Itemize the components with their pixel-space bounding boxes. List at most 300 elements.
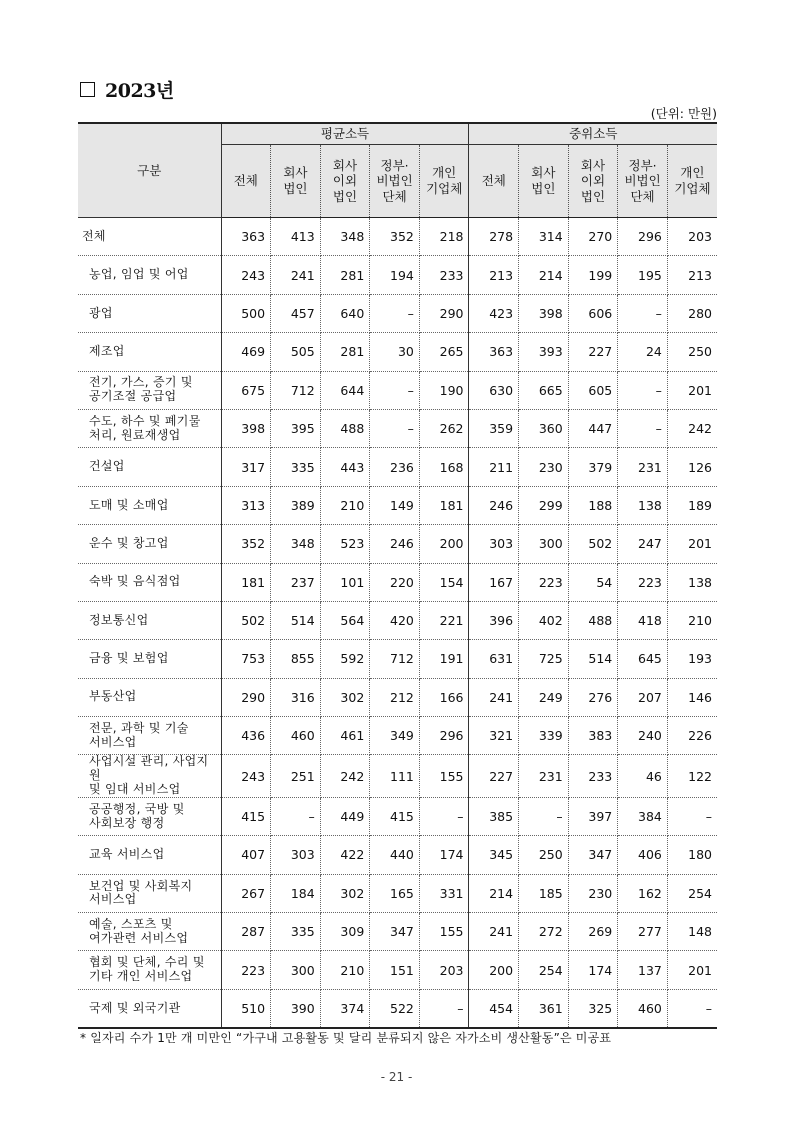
value-cell: 185 [519, 874, 569, 912]
row-label-line: 부동산업 [89, 689, 137, 704]
value-cell: 180 [667, 836, 717, 874]
value-cell: 233 [419, 256, 469, 294]
value-cell: 189 [667, 486, 717, 524]
value-cell: 149 [370, 486, 420, 524]
value-cell: 201 [667, 951, 717, 989]
value-cell: 233 [568, 755, 618, 797]
value-cell: 188 [568, 486, 618, 524]
value-cell: 855 [271, 640, 321, 678]
value-cell: 339 [519, 717, 569, 755]
sub-header-line: 개인 [680, 165, 705, 181]
value-cell: 423 [469, 294, 519, 332]
row-label-line: 처리, 원료재생업 [89, 427, 181, 442]
row-label-line: 기타 개인 서비스업 [89, 969, 193, 984]
value-cell: 407 [221, 836, 271, 874]
value-cell: 287 [221, 913, 271, 951]
sub-header-line: 회사 [332, 157, 358, 173]
sub-header-line: 개인 [432, 165, 457, 181]
value-cell: 223 [519, 563, 569, 601]
sub-header-line: 회사 [283, 165, 308, 181]
value-cell: 246 [370, 525, 420, 563]
table-row [78, 913, 717, 951]
value-cell: 303 [469, 525, 519, 563]
value-cell: 227 [469, 755, 519, 797]
value-cell: 230 [568, 874, 618, 912]
table-body [78, 218, 717, 1029]
value-cell: 246 [469, 486, 519, 524]
value-cell: 277 [618, 913, 668, 951]
row-label-line: 여가관련 서비스업 [89, 930, 189, 945]
row-label [78, 333, 221, 371]
sub-header-median [667, 145, 717, 218]
value-cell: 383 [568, 717, 618, 755]
value-cell: 210 [320, 951, 370, 989]
row-label-line: 및 임대 서비스업 [89, 782, 181, 797]
value-cell: 302 [320, 678, 370, 716]
value-cell: 500 [221, 294, 271, 332]
value-cell: 321 [469, 717, 519, 755]
value-cell: 379 [568, 448, 618, 486]
value-cell: 290 [221, 678, 271, 716]
value-cell: 267 [221, 874, 271, 912]
table-row [78, 333, 717, 371]
value-cell: 413 [271, 218, 321, 256]
value-cell: 46 [618, 755, 668, 797]
value-cell: 389 [271, 486, 321, 524]
sub-header-line: 기업체 [426, 181, 463, 196]
value-cell: 418 [618, 601, 668, 639]
sub-header-line: 단체 [630, 188, 655, 204]
value-cell: 200 [469, 951, 519, 989]
row-label [78, 294, 221, 332]
row-label-line: 금융 및 보험업 [89, 651, 169, 666]
value-cell: 406 [618, 836, 668, 874]
value-cell: 270 [568, 218, 618, 256]
value-cell: 316 [271, 678, 321, 716]
value-cell: 460 [618, 989, 668, 1028]
value-cell: 502 [221, 601, 271, 639]
value-cell: 122 [667, 755, 717, 797]
sub-header-line: 법인 [580, 188, 606, 204]
value-cell: 221 [419, 601, 469, 639]
table-row [78, 989, 717, 1028]
value-cell: 753 [221, 640, 271, 678]
value-cell: 420 [370, 601, 420, 639]
value-cell: 281 [320, 333, 370, 371]
value-cell: 30 [370, 333, 420, 371]
value-cell: 148 [667, 913, 717, 951]
footnote: * 일자리 수가 1만 개 미만인 “가구내 고용활동 및 달리 분류되지 않은 자가소비 생산활동”은 미공표 [80, 1031, 612, 1045]
value-cell: 390 [271, 989, 321, 1028]
row-label-line: 예술, 스포츠 및 [89, 916, 173, 931]
table-row [78, 836, 717, 874]
value-cell: 214 [519, 256, 569, 294]
value-cell: 184 [271, 874, 321, 912]
value-cell: 348 [320, 218, 370, 256]
value-cell: 385 [469, 797, 519, 835]
value-cell: 347 [568, 836, 618, 874]
value-cell: 265 [419, 333, 469, 371]
value-cell: 457 [271, 294, 321, 332]
row-label-line: 운수 및 창고업 [89, 535, 169, 550]
value-cell: 272 [519, 913, 569, 951]
table-row [78, 717, 717, 755]
sub-header-line: 법인 [332, 188, 358, 204]
value-cell: 162 [618, 874, 668, 912]
sub-header-line: 법인 [531, 181, 556, 196]
value-cell: 210 [667, 601, 717, 639]
value-cell: 363 [221, 218, 271, 256]
value-cell: – [370, 409, 420, 447]
value-cell: 300 [519, 525, 569, 563]
value-cell: 505 [271, 333, 321, 371]
value-cell: 352 [370, 218, 420, 256]
sub-header-median [618, 145, 668, 218]
row-label [78, 563, 221, 601]
group-header-average: 평균소득 [221, 123, 469, 145]
value-cell: 276 [568, 678, 618, 716]
value-cell: 278 [469, 218, 519, 256]
table-row [78, 755, 717, 797]
row-label [78, 989, 221, 1028]
row-label [78, 678, 221, 716]
row-label-line: 사업시설 관리, 사업지원 [89, 754, 209, 783]
category-header: 구분 [78, 123, 221, 218]
value-cell: – [370, 371, 420, 409]
value-cell: 349 [370, 717, 420, 755]
page-number: - 21 - [380, 1070, 413, 1084]
value-cell: 725 [519, 640, 569, 678]
value-cell: 402 [519, 601, 569, 639]
value-cell: 242 [320, 755, 370, 797]
group-header-median: 중위소득 [469, 123, 717, 145]
value-cell: 207 [618, 678, 668, 716]
value-cell: 564 [320, 601, 370, 639]
value-cell: 203 [419, 951, 469, 989]
value-cell: 631 [469, 640, 519, 678]
row-label-line: 전문, 과학 및 기술 [89, 720, 189, 735]
row-label-line: 전기, 가스, 증기 및 [89, 375, 193, 390]
value-cell: 54 [568, 563, 618, 601]
value-cell: 460 [271, 717, 321, 755]
row-label [78, 601, 221, 639]
table-row [78, 448, 717, 486]
row-label [78, 640, 221, 678]
value-cell: 126 [667, 448, 717, 486]
value-cell: – [271, 797, 321, 835]
value-cell: 309 [320, 913, 370, 951]
value-cell: 384 [618, 797, 668, 835]
value-cell: 151 [370, 951, 420, 989]
value-cell: 314 [519, 218, 569, 256]
value-cell: 262 [419, 409, 469, 447]
sub-header-average [221, 145, 271, 218]
sub-header-line: 전체 [481, 173, 506, 189]
value-cell: 454 [469, 989, 519, 1028]
sub-header-average [320, 145, 370, 218]
value-cell: 436 [221, 717, 271, 755]
value-cell: 237 [271, 563, 321, 601]
value-cell: 236 [370, 448, 420, 486]
sub-header-average [370, 145, 420, 218]
value-cell: 137 [618, 951, 668, 989]
value-cell: 606 [568, 294, 618, 332]
row-label [78, 717, 221, 755]
sub-header-median [469, 145, 519, 218]
value-cell: 345 [469, 836, 519, 874]
value-cell: 191 [419, 640, 469, 678]
value-cell: 397 [568, 797, 618, 835]
table-row [78, 486, 717, 524]
row-label [78, 218, 221, 256]
value-cell: 644 [320, 371, 370, 409]
value-cell: 675 [221, 371, 271, 409]
value-cell: 280 [667, 294, 717, 332]
value-cell: 247 [618, 525, 668, 563]
row-label-line: 서비스업 [89, 892, 137, 907]
value-cell: 243 [221, 755, 271, 797]
value-cell: 220 [370, 563, 420, 601]
sub-header-line: 회사 [531, 165, 556, 181]
value-cell: 488 [568, 601, 618, 639]
row-label-line: 정보통신업 [89, 612, 149, 627]
value-cell: 174 [568, 951, 618, 989]
value-cell: 168 [419, 448, 469, 486]
value-cell: 249 [519, 678, 569, 716]
value-cell: 461 [320, 717, 370, 755]
value-cell: 296 [618, 218, 668, 256]
value-cell: 630 [469, 371, 519, 409]
value-cell: 223 [221, 951, 271, 989]
value-cell: 522 [370, 989, 420, 1028]
value-cell: 227 [568, 333, 618, 371]
row-label [78, 797, 221, 835]
value-cell: 396 [469, 601, 519, 639]
sub-header-line: 회사 [580, 157, 606, 173]
row-label-line: 사회보장 행정 [89, 815, 165, 830]
value-cell: 138 [667, 563, 717, 601]
value-cell: 254 [667, 874, 717, 912]
value-cell: 230 [519, 448, 569, 486]
value-cell: 138 [618, 486, 668, 524]
value-cell: 415 [370, 797, 420, 835]
value-cell: 712 [370, 640, 420, 678]
value-cell: 352 [221, 525, 271, 563]
value-cell: 347 [370, 913, 420, 951]
value-cell: 363 [469, 333, 519, 371]
value-cell: 514 [568, 640, 618, 678]
value-cell: 226 [667, 717, 717, 755]
value-cell: 218 [419, 218, 469, 256]
value-cell: 335 [271, 448, 321, 486]
value-cell: 201 [667, 525, 717, 563]
value-cell: 243 [221, 256, 271, 294]
value-cell: 514 [271, 601, 321, 639]
sub-header-line: 비법인 [624, 173, 661, 189]
table-row [78, 371, 717, 409]
value-cell: 194 [370, 256, 420, 294]
sub-header-median [568, 145, 618, 218]
value-cell: 101 [320, 563, 370, 601]
row-label [78, 913, 221, 951]
row-label-line: 협회 및 단체, 수리 및 [89, 955, 205, 970]
value-cell: 398 [519, 294, 569, 332]
row-label [78, 448, 221, 486]
row-label [78, 525, 221, 563]
value-cell: 211 [469, 448, 519, 486]
value-cell: 24 [618, 333, 668, 371]
row-label-line: 보건업 및 사회복지 [89, 878, 193, 893]
table-row [78, 678, 717, 716]
sub-header-line: 기업체 [674, 181, 711, 196]
value-cell: 317 [221, 448, 271, 486]
value-cell: 415 [221, 797, 271, 835]
value-cell: 201 [667, 371, 717, 409]
value-cell: 155 [419, 755, 469, 797]
row-label-line: 도매 및 소매업 [89, 497, 169, 512]
value-cell: 240 [618, 717, 668, 755]
value-cell: 203 [667, 218, 717, 256]
value-cell: 302 [320, 874, 370, 912]
value-cell: 174 [419, 836, 469, 874]
value-cell: 165 [370, 874, 420, 912]
value-cell: 335 [271, 913, 321, 951]
value-cell: 440 [370, 836, 420, 874]
row-label [78, 371, 221, 409]
value-cell: 360 [519, 409, 569, 447]
value-cell: – [419, 797, 469, 835]
value-cell: – [618, 371, 668, 409]
row-label-line: 서비스업 [89, 734, 137, 749]
value-cell: 241 [469, 678, 519, 716]
row-label-line: 공공행정, 국방 및 [89, 801, 185, 816]
value-cell: 181 [419, 486, 469, 524]
value-cell: 331 [419, 874, 469, 912]
sub-header-average [271, 145, 321, 218]
value-cell: 447 [568, 409, 618, 447]
value-cell: 510 [221, 989, 271, 1028]
value-cell: 251 [271, 755, 321, 797]
table-row [78, 525, 717, 563]
row-label-line: 국제 및 외국기관 [89, 1000, 181, 1015]
row-label [78, 409, 221, 447]
value-cell: 241 [271, 256, 321, 294]
value-cell: 393 [519, 333, 569, 371]
section-heading [80, 76, 174, 103]
value-cell: 281 [320, 256, 370, 294]
value-cell: 166 [419, 678, 469, 716]
table-row [78, 601, 717, 639]
value-cell: 712 [271, 371, 321, 409]
value-cell: – [618, 294, 668, 332]
sub-header-line: 전체 [233, 173, 258, 189]
value-cell: 592 [320, 640, 370, 678]
row-label [78, 951, 221, 989]
sub-header-line: 이외 [580, 173, 606, 189]
value-cell: 195 [618, 256, 668, 294]
value-cell: 193 [667, 640, 717, 678]
value-cell: 190 [419, 371, 469, 409]
value-cell: 325 [568, 989, 618, 1028]
value-cell: 154 [419, 563, 469, 601]
value-cell: 167 [469, 563, 519, 601]
value-cell: 374 [320, 989, 370, 1028]
row-label-line: 숙박 및 음식점업 [89, 574, 181, 589]
row-label-line: 교육 서비스업 [89, 847, 165, 862]
value-cell: 313 [221, 486, 271, 524]
value-cell: 290 [419, 294, 469, 332]
value-cell: 200 [419, 525, 469, 563]
value-cell: – [667, 797, 717, 835]
value-cell: 299 [519, 486, 569, 524]
value-cell: – [419, 989, 469, 1028]
value-cell: 199 [568, 256, 618, 294]
row-label [78, 256, 221, 294]
section-title: 2023년 [105, 80, 174, 102]
row-label-line: 농업, 임업 및 어업 [89, 267, 189, 282]
value-cell: 146 [667, 678, 717, 716]
sub-header-average [419, 145, 469, 218]
value-cell: 665 [519, 371, 569, 409]
checkbox-square-icon [80, 82, 95, 97]
row-label [78, 486, 221, 524]
table-row [78, 640, 717, 678]
sub-header-line: 정부· [628, 157, 657, 173]
table-row [78, 563, 717, 601]
value-cell: 231 [618, 448, 668, 486]
value-cell: 640 [320, 294, 370, 332]
table-row [78, 797, 717, 835]
value-cell: 213 [469, 256, 519, 294]
sub-header-line: 비법인 [376, 173, 413, 189]
value-cell: 223 [618, 563, 668, 601]
value-cell: 254 [519, 951, 569, 989]
value-cell: 348 [271, 525, 321, 563]
row-label-line: 건설업 [89, 459, 125, 474]
value-cell: 111 [370, 755, 420, 797]
row-label-line: 공기조절 공급업 [89, 389, 177, 404]
value-cell: 488 [320, 409, 370, 447]
unit-label: (단위: 만원) [650, 106, 717, 121]
value-cell: 269 [568, 913, 618, 951]
value-cell: 213 [667, 256, 717, 294]
value-cell: 250 [519, 836, 569, 874]
row-label [78, 836, 221, 874]
row-label-line: 제조업 [89, 343, 125, 358]
table-row [78, 409, 717, 447]
value-cell: 443 [320, 448, 370, 486]
table-row [78, 874, 717, 912]
value-cell: 296 [419, 717, 469, 755]
row-label [78, 755, 221, 797]
row-label-line: 광업 [89, 305, 113, 320]
value-cell: 300 [271, 951, 321, 989]
value-cell: 181 [221, 563, 271, 601]
value-cell: 359 [469, 409, 519, 447]
value-cell: 231 [519, 755, 569, 797]
value-cell: 645 [618, 640, 668, 678]
row-label [78, 874, 221, 912]
sub-header-line: 이외 [332, 173, 358, 189]
value-cell: 214 [469, 874, 519, 912]
row-label-line: 전체 [82, 228, 106, 243]
table-row [78, 218, 717, 256]
value-cell: 395 [271, 409, 321, 447]
sub-header-line: 법인 [283, 181, 308, 196]
value-cell: 242 [667, 409, 717, 447]
table-row [78, 294, 717, 332]
value-cell: 212 [370, 678, 420, 716]
